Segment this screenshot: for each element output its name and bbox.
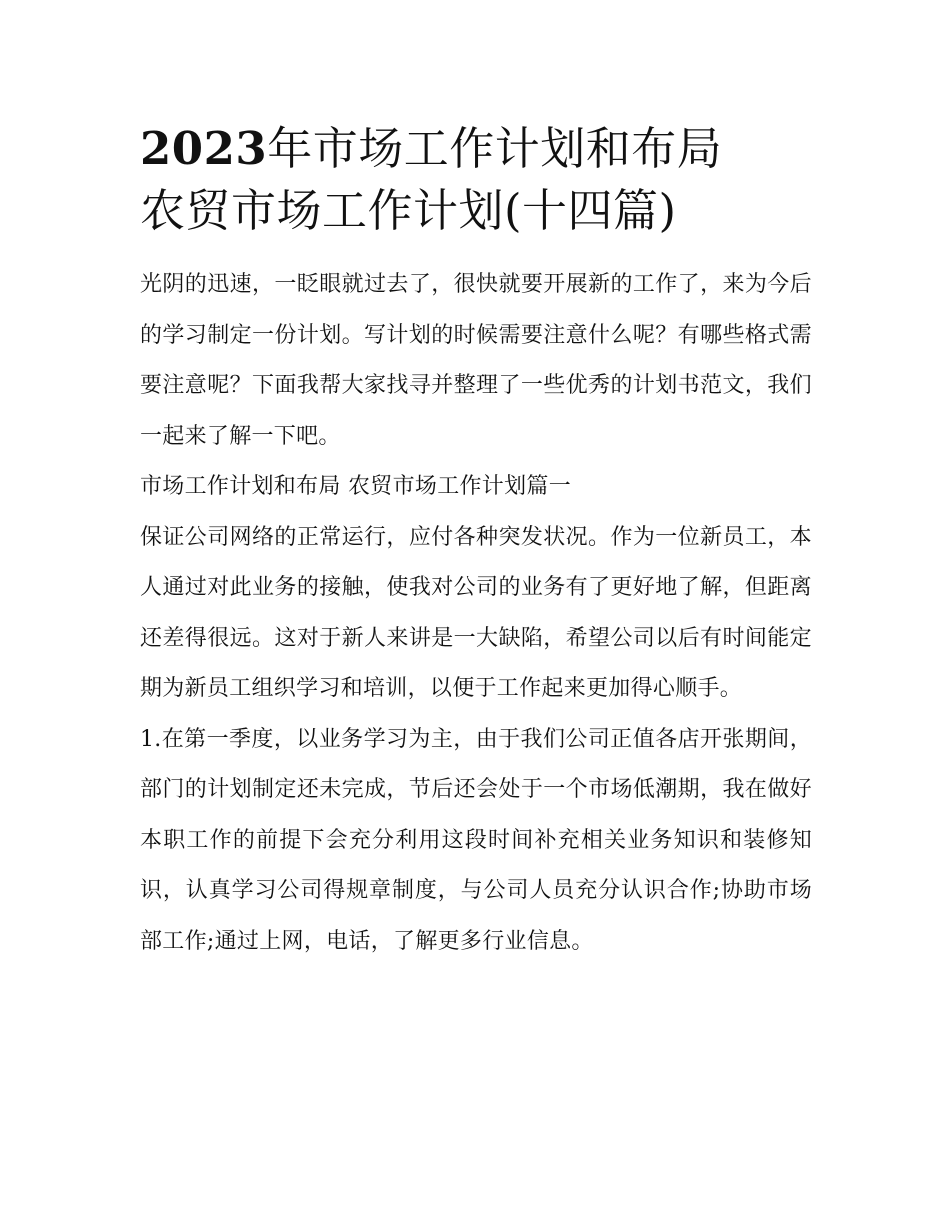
document-page — [140, 118, 812, 967]
document-title — [140, 118, 812, 242]
title-line-2: 农贸市场工作计划(十四篇) — [140, 184, 677, 237]
body-paragraph-2: 1.在第一季度，以业务学习为主，由于我们公司正值各店开张期间，部门的计划制定还未完成，节后还会处于一个市场低潮期，我在做好本职工作的前提下会充分利用这段时间补充相关业务知识和装修知识，认真学习公司得规章制度，与公司人员充分认识合作;协助市场部工作;通过上网，电话，了解更多行业信息。 — [140, 726, 812, 954]
body-paragraph-1: 保证公司网络的正常运行，应付各种突发状况。作为一位新员工，本人通过对此业务的接触，使我对公司的业务有了更好地了解，但距离还差得很远。这对于新人来讲是一大缺陷，希望公司以后有时间能定期为新员工组织学习和培训，以便于工作起来更加得心顺手。 — [140, 524, 812, 701]
title-year: 2023 — [140, 122, 268, 175]
title-line-1 — [140, 118, 812, 180]
title-line-1-text: 年市场工作计划和布局 — [267, 122, 723, 175]
section-heading: 市场工作计划和布局 农贸市场工作计划篇一 — [140, 474, 571, 499]
intro-paragraph: 光阴的迅速，一眨眼就过去了，很快就要开展新的工作了，来为今后的学习制定一份计划。写计划的时候需要注意什么呢？有哪些格式需要注意呢？下面我帮大家找寻并整理了一些优秀的计划书范文，我们一起来了解一下吧。 — [140, 272, 812, 449]
